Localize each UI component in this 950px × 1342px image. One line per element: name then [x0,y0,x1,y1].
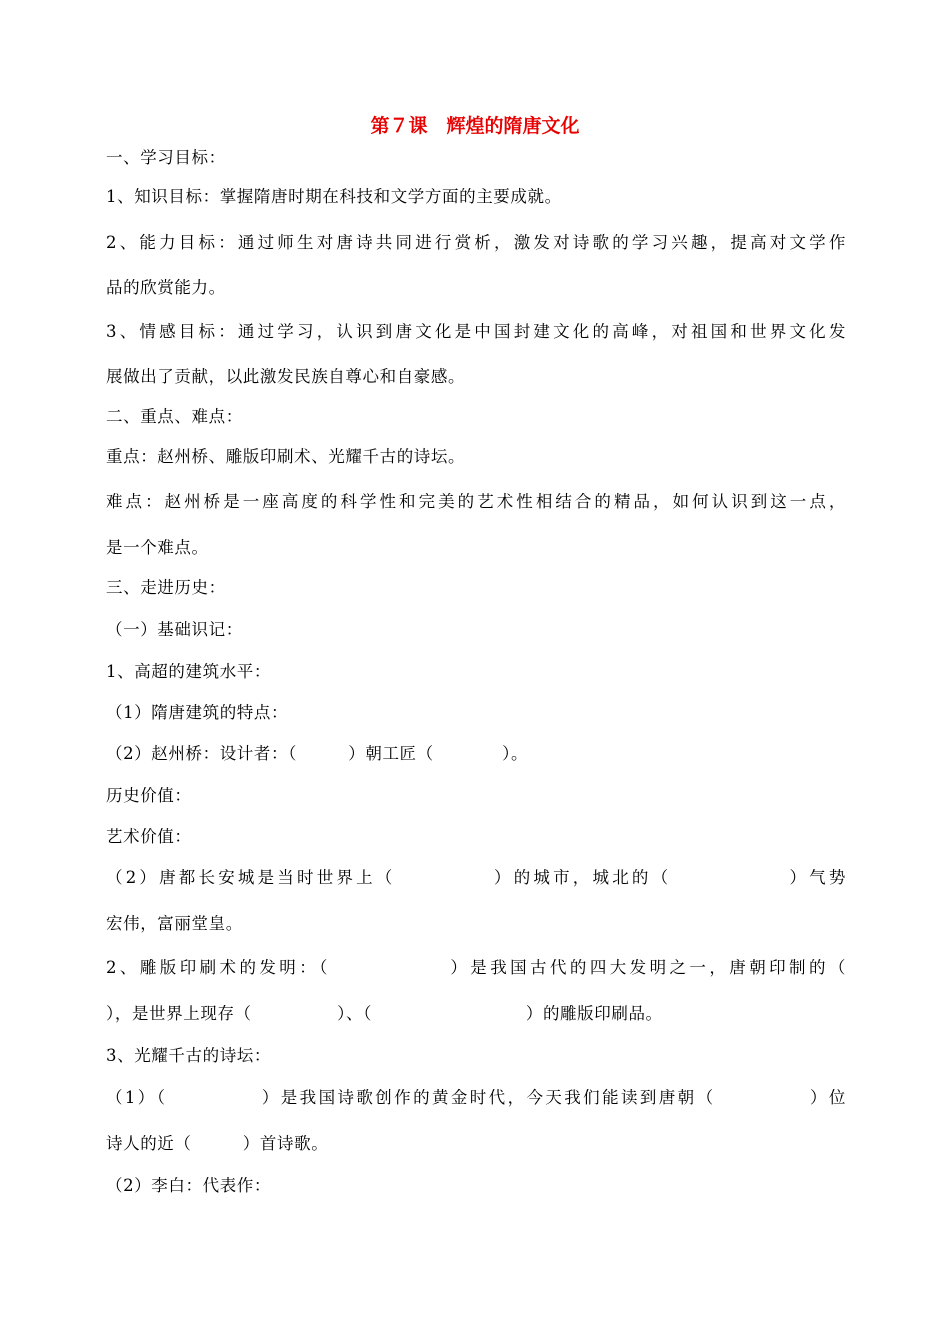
paragraph-line: （1）隋唐建筑的特点： [106,703,289,722]
paragraph-line: 1、知识目标：掌握隋唐时期在科技和文学方面的主要成就。 [106,187,562,206]
subsection-heading: （一）基础识记： [106,620,243,639]
paragraph-line: 难点：赵州桥是一座高度的科学性和完美的艺术性相结合的精品，如何认识到这一点， [106,492,846,511]
fill-in-line: （1）（ ）是我国诗歌创作的黄金时代，今天我们能读到唐朝（ ）位 [106,1088,846,1107]
fill-in-line: （2）唐都长安城是当时世界上（ ）的城市，城北的（ ）气势 [106,868,846,887]
fill-in-line: 诗人的近（ ）首诗歌。 [106,1134,329,1153]
paragraph-line: 品的欣赏能力。 [106,278,226,297]
section-heading-key-points: 二、重点、难点： [106,407,243,426]
paragraph-line: 艺术价值： [106,827,192,846]
paragraph-line: 重点：赵州桥、雕版印刷术、光耀千古的诗坛。 [106,447,466,466]
paragraph-line: （2）李白：代表作： [106,1176,271,1195]
document-title: 第７课 辉煌的隋唐文化 [370,115,580,137]
fill-in-line: 2、雕版印刷术的发明：（ ）是我国古代的四大发明之一，唐朝印制的（ [106,958,846,977]
paragraph-line: 2、能力目标：通过师生对唐诗共同进行赏析，激发对诗歌的学习兴趣，提高对文学作 [106,233,846,252]
fill-in-line: （2）赵州桥：设计者：（ ）朝工匠（ ）。 [106,744,529,763]
paragraph-line: 是一个难点。 [106,538,209,557]
section-heading-learning-goals: 一、学习目标： [106,148,226,167]
paragraph-line: 1、高超的建筑水平： [106,662,271,681]
fill-in-line: ），是世界上现存（ ）、（ ）的雕版印刷品。 [106,1004,663,1023]
paragraph-line: 3、光耀千古的诗坛： [106,1046,271,1065]
paragraph-line: 历史价值： [106,786,192,805]
section-heading-into-history: 三、走进历史： [106,578,226,597]
paragraph-line: 宏伟，富丽堂皇。 [106,914,243,933]
paragraph-line: 3、情感目标：通过学习，认识到唐文化是中国封建文化的高峰，对祖国和世界文化发 [106,322,846,341]
paragraph-line: 展做出了贡献，以此激发民族自尊心和自豪感。 [106,367,466,386]
